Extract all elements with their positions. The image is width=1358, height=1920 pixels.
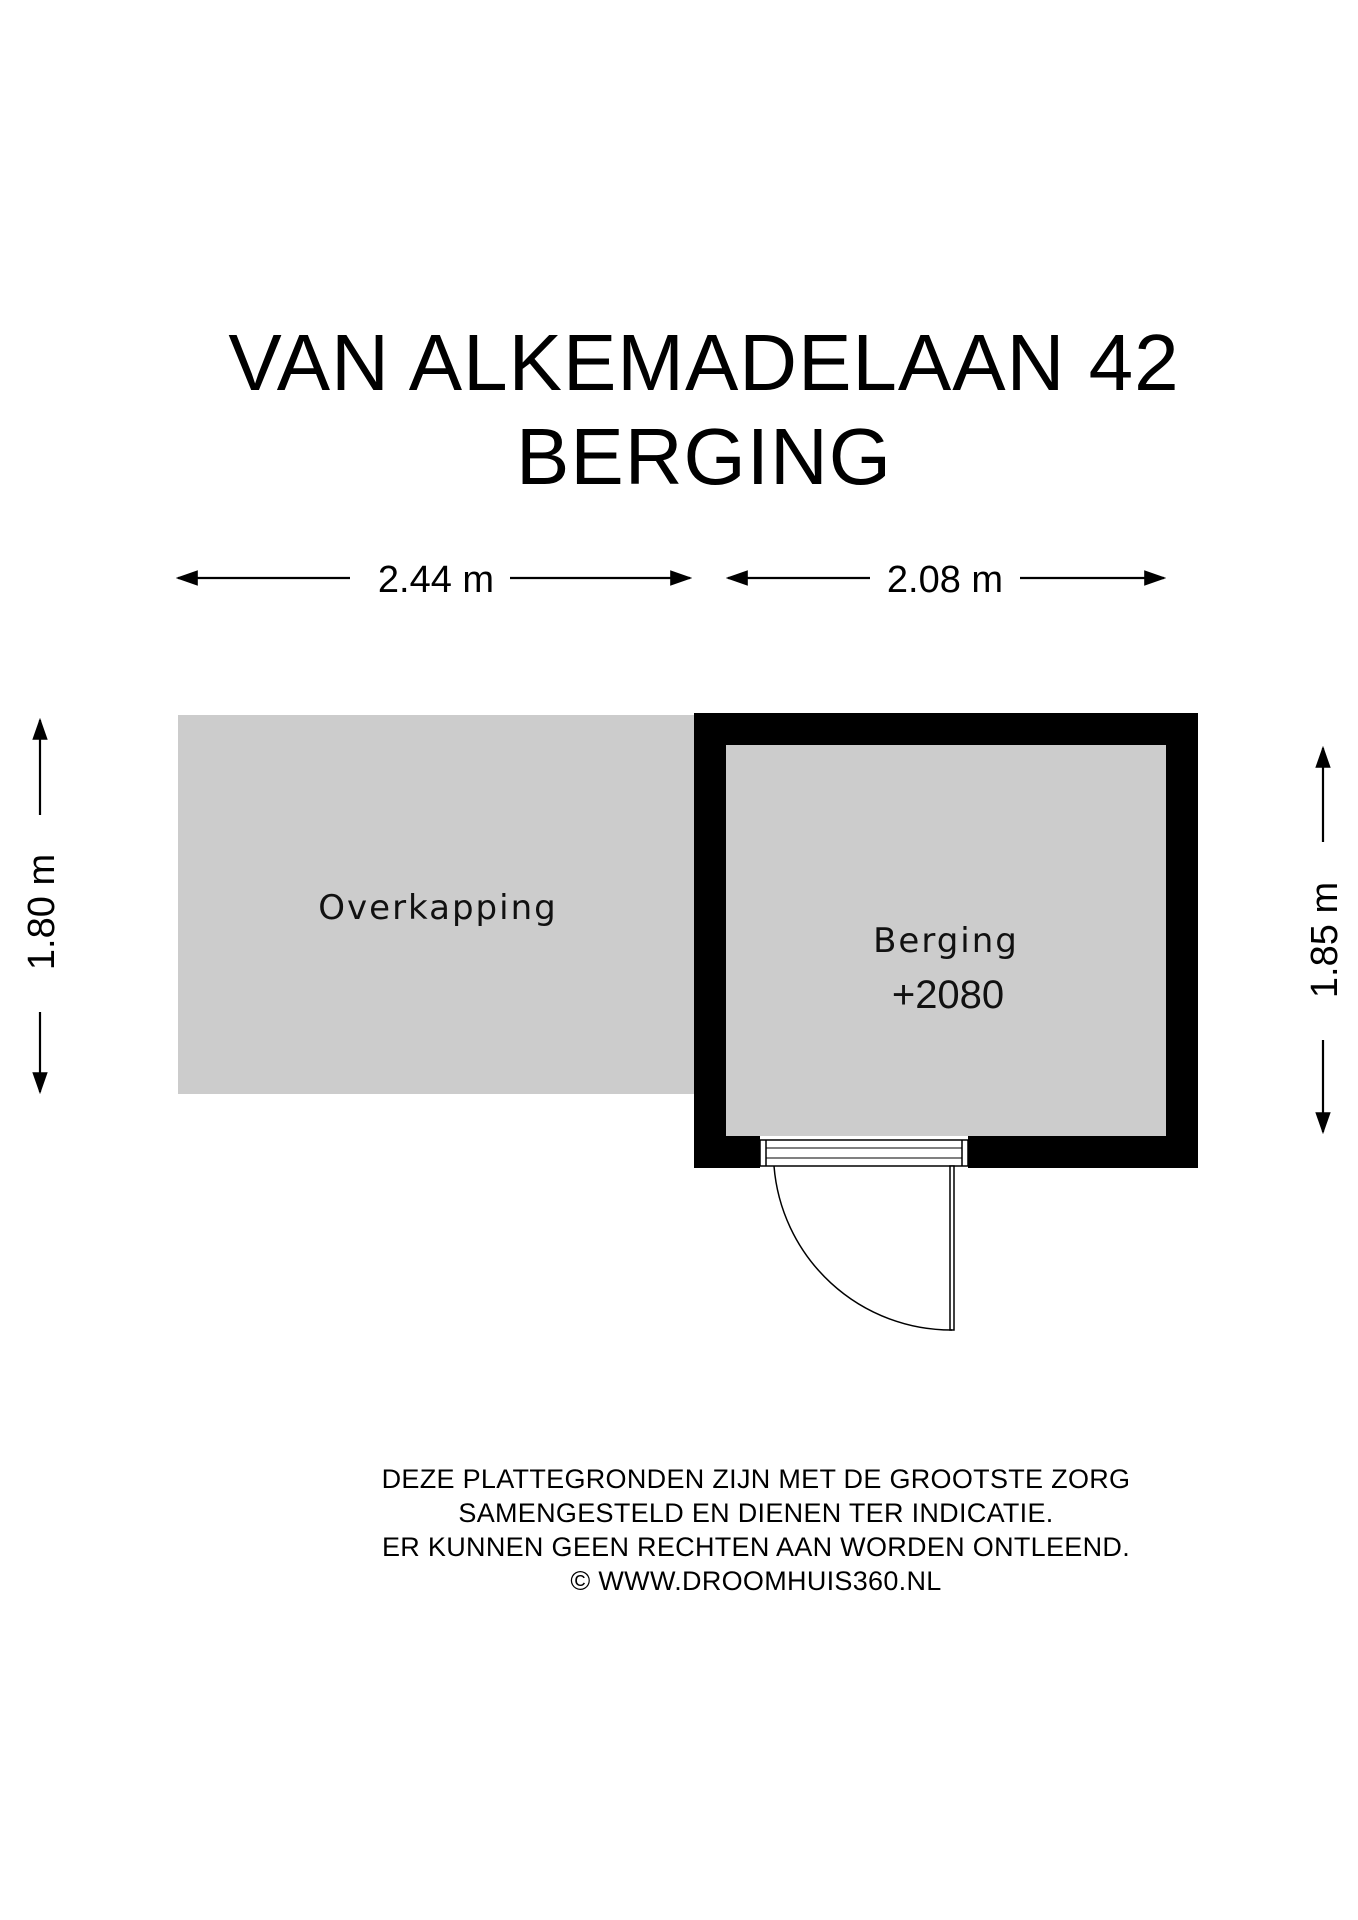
overkapping-label: Overkapping [318,888,558,928]
dimension-label: 2.44 m [377,559,495,601]
dimension-right [1304,748,1346,1132]
disclaimer-line: ER KUNNEN GEEN RECHTEN AAN WORDEN ONTLEEND. [382,1532,1130,1562]
copyright-line: © WWW.DROOMHUIS360.NL [570,1566,942,1596]
dimension-label: 2.08 m [886,559,1004,601]
disclaimer-line: DEZE PLATTEGRONDEN ZIJN MET DE GROOTSTE ZORG [381,1464,1131,1494]
berging-level-label: +2080 [891,973,1005,1017]
dimension-top-right [728,559,1164,601]
door-swing [774,1166,954,1330]
door-frame [760,1140,968,1166]
dimension-top-left [178,559,690,601]
dimension-label: 1.80 m [21,853,63,971]
disclaimer [0,1462,1358,1598]
plan-subtitle: BERGING [516,412,892,501]
dimension-left [21,720,63,1092]
dimension-label: 1.85 m [1304,881,1346,999]
disclaimer-line: SAMENGESTELD EN DIENEN TER INDICATIE. [458,1498,1054,1528]
plan-title: VAN ALKEMADELAAN 42 [228,318,1180,407]
berging-label: Berging [873,921,1019,961]
